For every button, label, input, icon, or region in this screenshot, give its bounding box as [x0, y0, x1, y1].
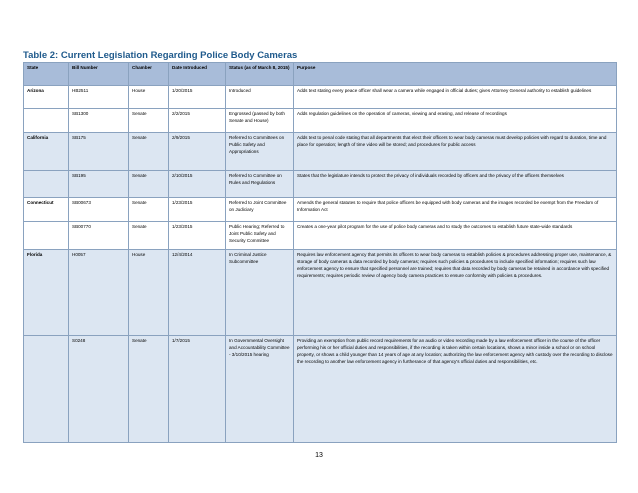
table-row	[24, 109, 617, 133]
state-cell: Florida	[24, 250, 69, 336]
purpose-cell: Requires law enforcement agency that permits its officers to wear body cameras to establish policies & procedures addressing proper use, maintenance, & storage of body cameras & data recorded by body cameras; requires such policies & procedures to include specified information; requires such law enforcement agency to ensure that specified personnel are trained; requires that data recorded by body cameras be retained in accordance with specified requirements; requires periodic review of agency body camera practices to ensure conformity with policies & procedures.	[294, 250, 617, 336]
purpose-cell: Creates a one-year pilot program for the use of police body cameras and to study the outcomes to establish future state-wide standards	[294, 222, 617, 250]
column-header-chamber: Chamber	[129, 63, 169, 86]
column-header-status: Status (as of March 8, 2015)	[226, 63, 294, 86]
column-header-bill-number: Bill Number	[69, 63, 129, 86]
purpose-cell: Providing an exemption from public record requirements for an audio or video recording made by a law enforcement officer in the course of the officer performing his or her official duties and responsibilities, if the recording is taken within certain locations, shows a minor inside a school or on school property, or shows a child younger than 14 years of age at any location; authorizing the law enforcement agency with custody over the recording to disclose the recording to another law enforcement agency in furtherance of that agency's official duties and responsibilities, etc.	[294, 336, 617, 443]
status-cell: Public Hearing; Referred to Joint Public Safety and Security Committee	[226, 222, 294, 250]
date-cell: 2/10/2015	[169, 171, 226, 198]
date-cell: 1/23/2015	[169, 198, 226, 222]
bill-number-cell: SB00770	[69, 222, 129, 250]
purpose-cell: Adds regulation guidelines on the operation of cameras, viewing and erasing, and release of recordings	[294, 109, 617, 133]
state-cell: Arizona	[24, 86, 69, 109]
table-row	[24, 198, 617, 222]
purpose-cell: Adds text to penal code stating that all departments that elect their officers to wear body cameras must develop policies with regard to duration, time and place for operation; length of time video will be stored; and procedures for public access	[294, 133, 617, 171]
chamber-cell: Senate	[129, 198, 169, 222]
purpose-cell: Adds text stating every peace officer shall wear a camera while engaged in official duties; gives Attorney General authority to establish guidelines	[294, 86, 617, 109]
page-number: 13	[315, 452, 323, 459]
bill-number-cell: H0057	[69, 250, 129, 336]
date-cell: 2/2/2015	[169, 109, 226, 133]
table-row	[24, 222, 617, 250]
bill-number-cell: SB1300	[69, 109, 129, 133]
purpose-cell: States that the legislature intends to protect the privacy of individuals recorded by officers and the privacy of the officers themselves	[294, 171, 617, 198]
column-header-state: State	[24, 63, 69, 86]
chamber-cell: Senate	[129, 109, 169, 133]
state-cell	[24, 222, 69, 250]
chamber-cell: Senate	[129, 171, 169, 198]
table-row	[24, 171, 617, 198]
status-cell: Referred to Committees on Public Safety and Appropriations	[226, 133, 294, 171]
bill-number-cell: SB195	[69, 171, 129, 198]
status-cell: Introduced	[226, 86, 294, 109]
date-cell: 12/4/2014	[169, 250, 226, 336]
table-header-row	[24, 63, 617, 86]
bill-number-cell: SB00673	[69, 198, 129, 222]
table-row	[24, 250, 617, 336]
date-cell: 1/20/2015	[169, 86, 226, 109]
state-cell	[24, 336, 69, 443]
table-row	[24, 336, 617, 443]
table-row	[24, 86, 617, 109]
page-title: Table 2: Current Legislation Regarding Police Body Cameras	[23, 50, 298, 61]
chamber-cell: Senate	[129, 222, 169, 250]
column-header-date-introduced: Date Introduced	[169, 63, 226, 86]
date-cell: 2/9/2015	[169, 133, 226, 171]
bill-number-cell: SB175	[69, 133, 129, 171]
purpose-cell: Amends the general statutes to require that police officers be equipped with body cameras and the images recorded be exempt from the Freedom of Information Act	[294, 198, 617, 222]
state-cell: California	[24, 133, 69, 171]
column-header-purpose: Purpose	[294, 63, 617, 86]
bill-number-cell: S0248	[69, 336, 129, 443]
state-cell: Connecticut	[24, 198, 69, 222]
chamber-cell: Senate	[129, 336, 169, 443]
status-cell: In Criminal Justice Subcommittee	[226, 250, 294, 336]
legislation-table	[23, 62, 617, 443]
status-cell: Engrossed (passed by both Senate and House)	[226, 109, 294, 133]
status-cell: Referred to Committee on Rules and Regulations	[226, 171, 294, 198]
table-row	[24, 133, 617, 171]
date-cell: 1/23/2015	[169, 222, 226, 250]
status-cell: In Governmental Oversight and Accountability Committee - 3/10/2015 hearing	[226, 336, 294, 443]
chamber-cell: House	[129, 86, 169, 109]
state-cell	[24, 171, 69, 198]
chamber-cell: House	[129, 250, 169, 336]
status-cell: Referred to Joint Committee on Judiciary	[226, 198, 294, 222]
state-cell	[24, 109, 69, 133]
chamber-cell: Senate	[129, 133, 169, 171]
date-cell: 1/7/2015	[169, 336, 226, 443]
bill-number-cell: HB2511	[69, 86, 129, 109]
